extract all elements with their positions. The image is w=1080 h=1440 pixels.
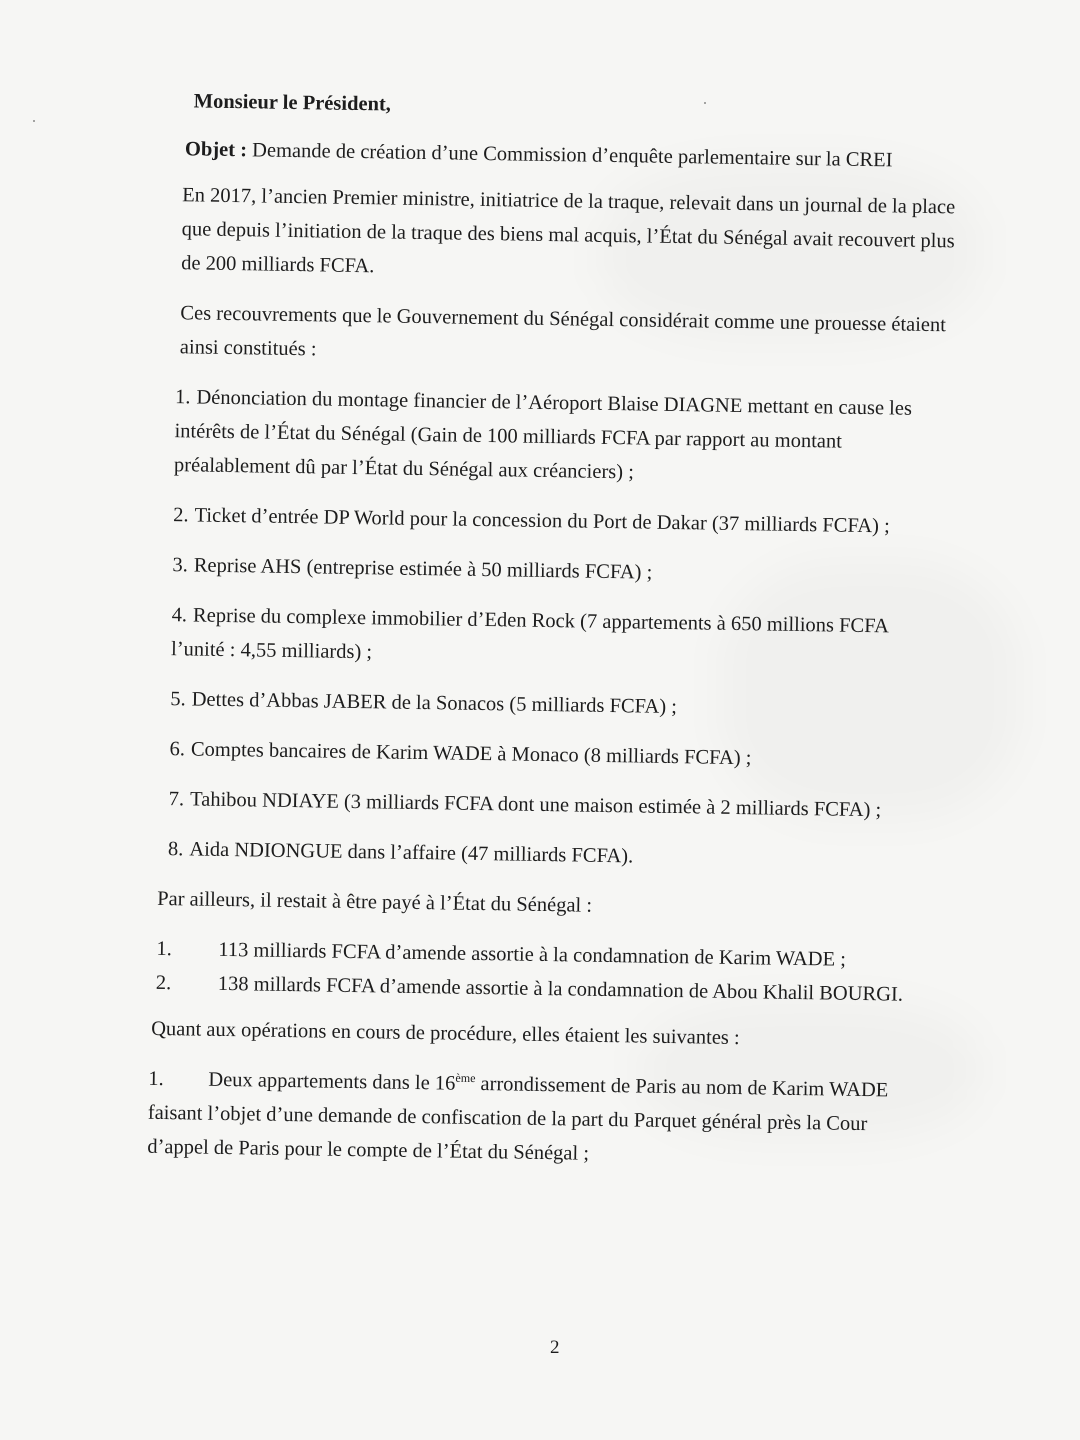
recouvrements-paragraph: [180, 296, 965, 376]
text-line: ainsi constitués :: [179, 336, 317, 361]
subject-line: [185, 132, 967, 178]
text-line: d’appel de Paris pour le compte de l’État du Sénégal ;: [147, 1135, 590, 1165]
text-line: que depuis l’initiation de la traque des biens mal acquis, l’État du Sénégal avait recouvert plus: [181, 218, 955, 253]
superscript: ème: [455, 1070, 476, 1086]
letter-body: [147, 84, 968, 1176]
restait-paragraph: Par ailleurs, il restait à être payé à l’État du Sénégal :: [157, 887, 593, 917]
item-number: 8.: [167, 838, 184, 861]
item-text: 138 millards FCFA d’amende assortie à la condamnation de Abou Khalil BOURGI.: [217, 972, 904, 1006]
text-fragment: Deux appartements dans le 16: [208, 1068, 456, 1095]
scan-speck: [33, 120, 35, 122]
list-item: [168, 832, 956, 878]
item-number: 5.: [170, 688, 186, 711]
text-line: préalablement dû par l’État du Sénégal aux créanciers) ;: [173, 454, 635, 484]
text-fragment: arrondissement de Paris au nom de Karim WADE: [475, 1072, 889, 1102]
list-item: [170, 682, 958, 728]
list-item: [171, 598, 960, 678]
subject-label: Objet :: [184, 138, 248, 162]
text-line: l’unité : 4,55 milliards) ;: [170, 638, 373, 664]
list-item: [169, 782, 957, 828]
restait-list: [154, 932, 955, 1013]
item-number: 1.: [156, 937, 172, 961]
item-number: 6.: [169, 738, 186, 761]
list-item: [169, 732, 957, 778]
intro-paragraph: [181, 178, 967, 292]
item-number: 1.: [174, 386, 191, 409]
list-item: [172, 548, 960, 594]
text-line: Ticket d’entrée DP World pour la concession du Port de Dakar (37 milliards FCFA) ;: [194, 504, 890, 538]
text-line: de 200 milliards FCFA.: [181, 252, 375, 278]
salutation: Monsieur le Président,: [193, 90, 392, 116]
item-number: 3.: [172, 554, 188, 577]
text-line: Comptes bancaires de Karim WADE à Monaco (8 milliards FCFA) ;: [190, 738, 752, 770]
list-item: [147, 1062, 953, 1177]
item-number: 2.: [173, 504, 189, 527]
list-item: [173, 498, 961, 544]
item-text: 113 milliards FCFA d’amende assortie à la condamnation de Karim WADE ;: [218, 938, 847, 971]
item-number: 7.: [168, 788, 185, 811]
text-line: Dénonciation du montage financier de l’Aéroport Blaise DIAGNE mettant en cause les: [196, 386, 913, 420]
procedure-paragraph: Quant aux opérations en cours de procédure, elles étaient les suivantes :: [150, 1017, 740, 1050]
item-number: 2.: [155, 971, 172, 995]
text-line: intérêts de l’État du Sénégal (Gain de 100 milliards FCFA par rapport au montant: [174, 420, 843, 453]
page-number: 2: [550, 1337, 560, 1358]
subject-text: Demande de création d’une Commission d’enquête parlementaire sur la CREI: [251, 139, 893, 172]
text-line: faisant l’objet d’une demande de confiscation de la part du Parquet général près la Cour: [147, 1101, 868, 1136]
text-line: Reprise du complexe immobilier d’Eden Rock (7 appartements à 650 millions FCFA: [192, 604, 890, 638]
text-line: Aida NDIONGUE dans l’affaire (47 milliards FCFA).: [189, 838, 634, 868]
item-number: 1.: [148, 1067, 164, 1091]
item-number: 4.: [171, 604, 188, 627]
text-line: Tahibou NDIAYE (3 milliards FCFA dont une maison estimée à 2 milliards FCFA) ;: [189, 788, 882, 822]
text-line: En 2017, l’ancien Premier ministre, initiatrice de la traque, relevait dans un journal de la place: [182, 184, 956, 219]
text-line: Dettes d’Abbas JABER de la Sonacos (5 milliards FCFA) ;: [191, 688, 678, 719]
text-line: Ces recouvrements que le Gouvernement du Sénégal considérait comme une prouesse étaient: [180, 302, 947, 337]
list-item: [174, 380, 964, 494]
text-line: Reprise AHS (entreprise estimée à 50 milliards FCFA) ;: [193, 554, 653, 584]
